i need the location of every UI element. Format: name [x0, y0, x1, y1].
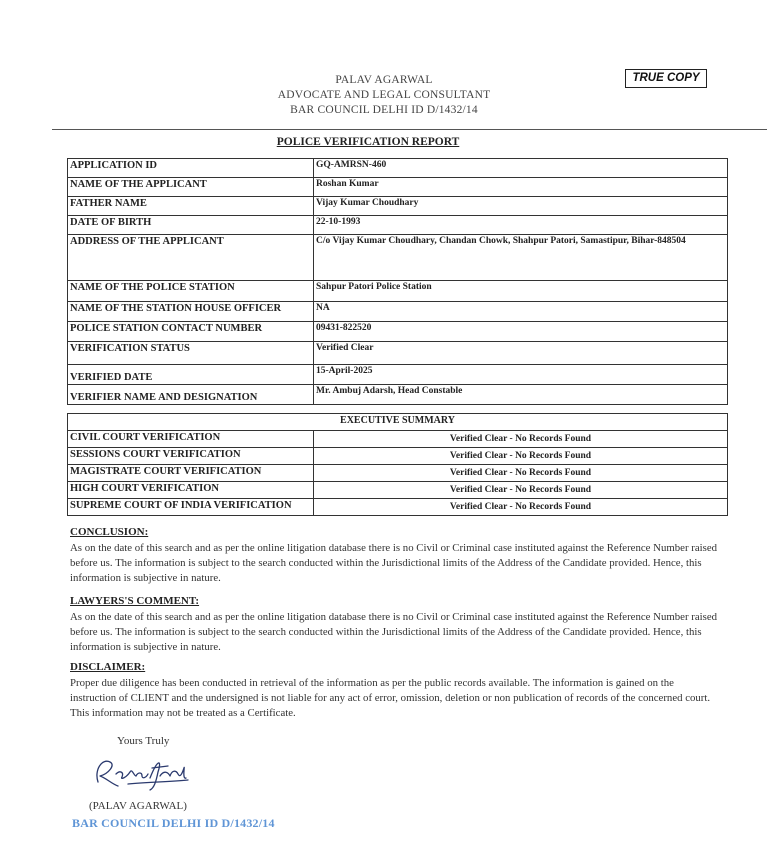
detail-label: NAME OF THE POLICE STATION	[68, 281, 314, 302]
detail-value: Vijay Kumar Choudhary	[314, 197, 728, 216]
detail-value: Verified Clear	[314, 342, 728, 365]
detail-label: NAME OF THE STATION HOUSE OFFICER	[68, 302, 314, 322]
true-copy-stamp: TRUE COPY	[625, 69, 707, 88]
executive-summary-table	[67, 413, 728, 516]
detail-value: NA	[314, 302, 728, 322]
table-row	[68, 281, 728, 302]
detail-value: Roshan Kumar	[314, 178, 728, 197]
conclusion-heading: CONCLUSION:	[70, 526, 149, 538]
detail-label: POLICE STATION CONTACT NUMBER	[68, 322, 314, 342]
detail-label: VERIFIED DATE	[68, 365, 314, 385]
table-row	[68, 385, 728, 405]
detail-label: VERIFICATION STATUS	[68, 342, 314, 365]
table-row	[68, 322, 728, 342]
table-row	[68, 465, 728, 482]
lawyers-comment-text: As on the date of this search and as per the online litigation database there is no Civil or Criminal case instituted against the Reference Number raised before us. The information is subject to the search conducted within the Jurisdictional limits of the Address of the Candidate provided. Hence, this information is subjective in nature.	[70, 611, 718, 653]
signatory-name: (PALAV AGARWAL)	[89, 800, 187, 812]
table-row	[68, 499, 728, 516]
summary-label: CIVIL COURT VERIFICATION	[68, 431, 314, 448]
summary-label: SESSIONS COURT VERIFICATION	[68, 448, 314, 465]
summary-title: EXECUTIVE SUMMARY	[68, 414, 728, 431]
signature-image	[88, 752, 198, 794]
detail-label: APPLICATION ID	[68, 159, 314, 178]
advocate-designation: ADVOCATE AND LEGAL CONSULTANT	[277, 89, 491, 101]
disclaimer-heading: DISCLAIMER:	[70, 661, 146, 673]
table-row	[68, 159, 728, 178]
summary-value: Verified Clear - No Records Found	[314, 482, 728, 499]
detail-value: C/o Vijay Kumar Choudhary, Chandan Chowk, Shahpur Patori, Samastipur, Bihar-848504	[314, 235, 728, 281]
advocate-name: PALAV AGARWAL	[335, 74, 433, 86]
conclusion-text: As on the date of this search and as per the online litigation database there is no Civil or Criminal case instituted against the Reference Number raised before us. The information is subject to the search conducted within the Jurisdictional limits of the Address of the Candidate provided. Hence, this information is subjective in nature.	[70, 542, 718, 584]
table-row	[68, 365, 728, 385]
table-row	[68, 216, 728, 235]
detail-label: FATHER NAME	[68, 197, 314, 216]
detail-label: NAME OF THE APPLICANT	[68, 178, 314, 197]
detail-value: Sahpur Patori Police Station	[314, 281, 728, 302]
table-row	[68, 342, 728, 365]
header-divider	[52, 129, 767, 130]
detail-label: ADDRESS OF THE APPLICANT	[68, 235, 314, 281]
lawyers-comment-heading: LAWYERS'S COMMENT:	[70, 595, 200, 607]
summary-value: Verified Clear - No Records Found	[314, 431, 728, 448]
summary-label: HIGH COURT VERIFICATION	[68, 482, 314, 499]
detail-value: GQ-AMRSN-460	[314, 159, 728, 178]
detail-label: VERIFIER NAME AND DESIGNATION	[68, 385, 314, 405]
table-row	[68, 448, 728, 465]
header-bar-council-id: BAR COUNCIL DELHI ID D/1432/14	[290, 104, 478, 116]
detail-value: 09431-822520	[314, 322, 728, 342]
closing-text: Yours Truly	[117, 735, 170, 747]
detail-value: 15-April-2025	[314, 365, 728, 385]
summary-value: Verified Clear - No Records Found	[314, 465, 728, 482]
table-row	[68, 482, 728, 499]
footer-bar-council-id: BAR COUNCIL DELHI ID D/1432/14	[72, 816, 275, 830]
disclaimer-text: Proper due diligence has been conducted in retrieval of the information as per the public records available. The information is gained on the instruction of CLIENT and the undersigned is not liable for any act of error, omission, deletion or non publication of records of the concerned court. This information may not be treated as a Certificate.	[70, 677, 711, 719]
summary-label: MAGISTRATE COURT VERIFICATION	[68, 465, 314, 482]
table-row	[68, 235, 728, 281]
summary-label: SUPREME COURT OF INDIA VERIFICATION	[68, 499, 314, 516]
table-row	[68, 197, 728, 216]
table-row	[68, 431, 728, 448]
detail-value: Mr. Ambuj Adarsh, Head Constable	[314, 385, 728, 405]
detail-label: DATE OF BIRTH	[68, 216, 314, 235]
table-row	[68, 302, 728, 322]
table-row	[68, 178, 728, 197]
detail-value: 22-10-1993	[314, 216, 728, 235]
summary-value: Verified Clear - No Records Found	[314, 448, 728, 465]
details-table	[67, 158, 728, 405]
summary-value: Verified Clear - No Records Found	[314, 499, 728, 516]
summary-header-row	[68, 414, 728, 431]
report-title: POLICE VERIFICATION REPORT	[276, 136, 460, 148]
